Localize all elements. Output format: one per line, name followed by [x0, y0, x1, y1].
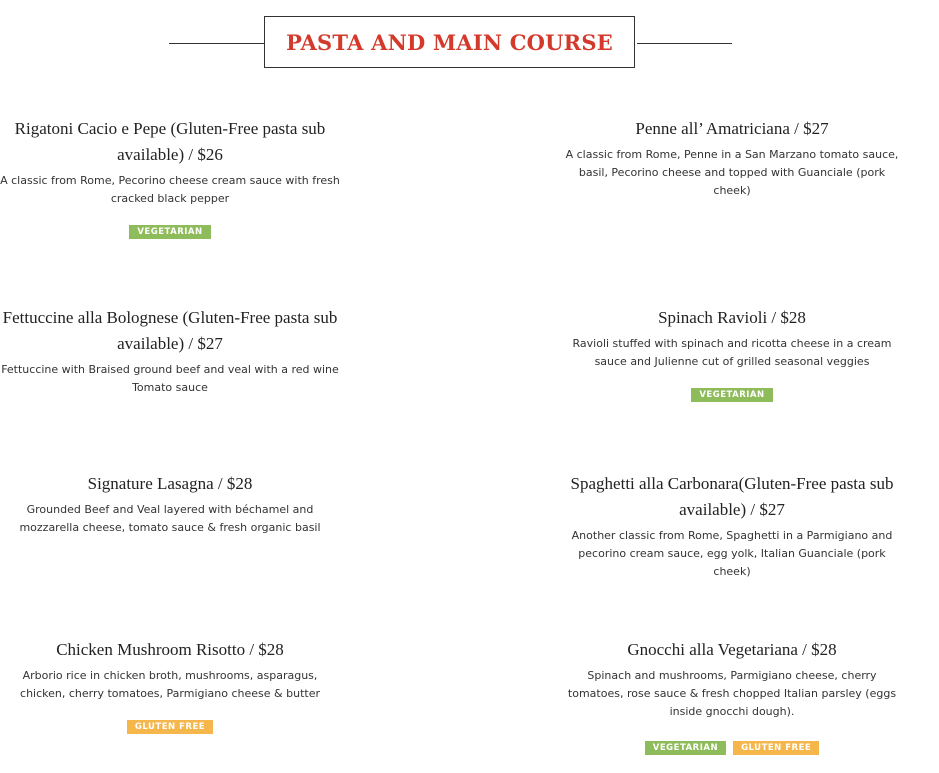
section-title: PASTA AND MAIN COURSE [286, 29, 613, 55]
item-description: Fettuccine with Braised ground beef and veal with a red wine Tomato sauce [1, 363, 339, 394]
item-description: Spinach and mushrooms, Parmigiano cheese, cherry tomatoes, rose sauce & fresh chopped Italian parsley (eggs inside gnocchi dough). [567, 669, 897, 718]
item-title: Spinach Ravioli / $28 [658, 308, 806, 327]
vegetarian-badge: VEGETARIAN [129, 225, 210, 239]
menu-item-carbonara [562, 471, 902, 581]
menu-item-lasagna [0, 471, 340, 537]
header-divider-right [637, 43, 732, 44]
header-divider-left [169, 43, 264, 44]
item-description: Ravioli stuffed with spinach and ricotta cheese in a cream sauce and Julienne cut of grilled seasonal veggies [572, 337, 892, 368]
item-badges [562, 388, 902, 402]
item-badges [0, 720, 340, 734]
menu-item-fettuccine [0, 305, 340, 397]
item-description: A classic from Rome, Pecorino cheese cream sauce with fresh cracked black pepper [0, 174, 340, 205]
menu-item-penne [562, 116, 902, 200]
section-title-box [264, 16, 635, 68]
item-title: Chicken Mushroom Risotto / $28 [56, 640, 284, 659]
item-description: Arborio rice in chicken broth, mushrooms, asparagus, chicken, cherry tomatoes, Parmigiano cheese & butter [20, 669, 320, 700]
item-badges [0, 225, 340, 239]
item-description: Grounded Beef and Veal layered with béchamel and mozzarella cheese, tomato sauce & fresh organic basil [19, 503, 321, 534]
section-header [0, 16, 939, 70]
menu-item-risotto [0, 637, 340, 734]
gluten-free-badge: GLUTEN FREE [733, 741, 819, 755]
vegetarian-badge: VEGETARIAN [645, 741, 726, 755]
item-description: A classic from Rome, Penne in a San Marzano tomato sauce, basil, Pecorino cheese and topped with Guanciale (pork cheek) [565, 148, 899, 197]
item-badges [562, 741, 902, 755]
menu-item-spinach-ravioli [562, 305, 902, 402]
item-description: Another classic from Rome, Spaghetti in a Parmigiano and pecorino cream sauce, egg yolk, Italian Guanciale (pork cheek) [571, 529, 893, 578]
item-title: Fettuccine alla Bolognese (Gluten-Free pasta sub available) / $27 [2, 308, 338, 353]
item-title: Penne all’ Amatriciana / $27 [635, 119, 829, 138]
item-title: Rigatoni Cacio e Pepe (Gluten-Free pasta sub available) / $26 [14, 119, 326, 164]
vegetarian-badge: VEGETARIAN [691, 388, 772, 402]
item-title: Signature Lasagna / $28 [87, 474, 253, 493]
menu-item-gnocchi [562, 637, 902, 755]
item-title: Gnocchi alla Vegetariana / $28 [627, 640, 837, 659]
item-title: Spaghetti alla Carbonara(Gluten-Free pasta sub available) / $27 [570, 474, 894, 519]
gluten-free-badge: GLUTEN FREE [127, 720, 213, 734]
menu-item-rigatoni [0, 116, 340, 239]
